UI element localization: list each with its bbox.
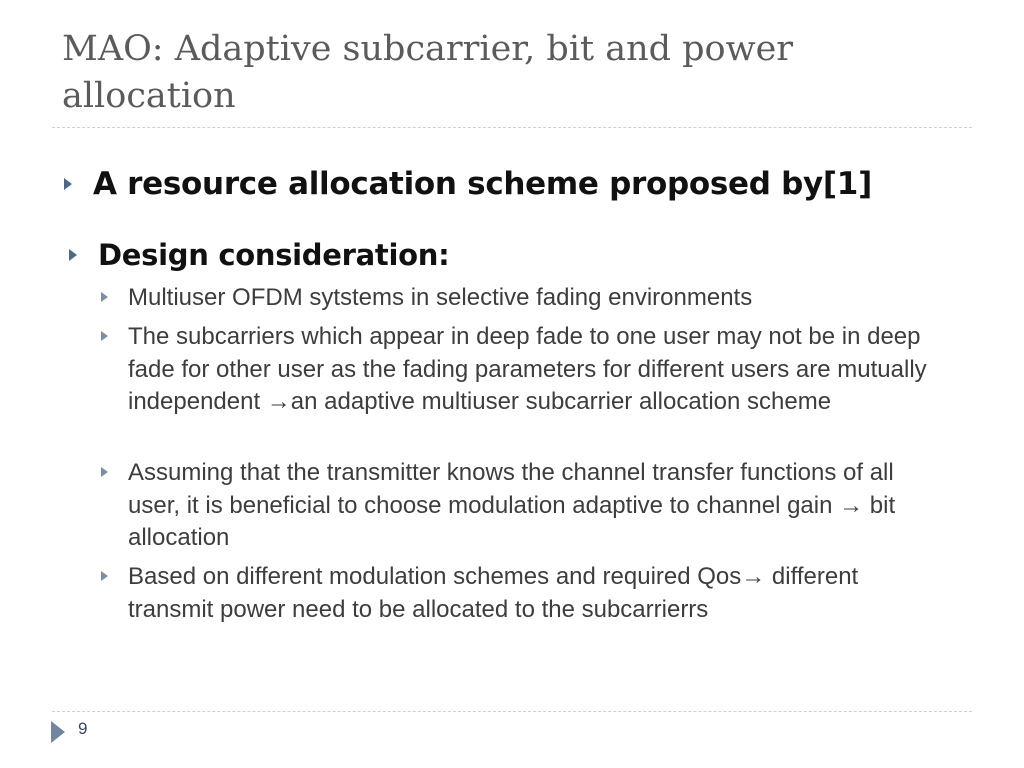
sub-bullet-arrow-icon — [101, 571, 108, 581]
title-divider — [52, 127, 972, 128]
sub-bullet-arrow-icon — [101, 467, 108, 477]
footer-arrow-icon — [51, 721, 65, 743]
sub-bullet-bit-allocation: Assuming that the transmitter knows the channel transfer functions of all user, it is beneficial to choose modulation adaptive to channel gain → bit allocation — [128, 459, 896, 551]
bullet-resource-allocation: A resource allocation scheme proposed by[1] — [93, 166, 872, 202]
sub-bullet-arrow-icon — [101, 292, 108, 302]
sub-bullet-multiuser-ofdm: Multiuser OFDM sytstems in selective fading environments — [128, 284, 753, 311]
bullet-arrow-icon — [64, 178, 72, 190]
bullet-arrow-icon — [69, 249, 77, 261]
page-number: 9 — [78, 719, 88, 738]
bullet-design-consideration: Design consideration: — [98, 238, 450, 272]
sub-bullet-deep-fade: The subcarriers which appear in deep fade to one user may not be in deep fade for other user as the fading parameters for different users are mutually independent →an adaptive multiuser subcarrier allocation scheme — [128, 323, 927, 415]
footer-divider — [52, 711, 972, 712]
sub-bullet-power-allocation: Based on different modulation schemes and required Qos→ different transmit power need to be allocated to the subcarrierrs — [128, 563, 859, 623]
sub-bullet-arrow-icon — [101, 331, 108, 341]
slide-title: MAO: Adaptive subcarrier, bit and power allocation — [62, 29, 794, 116]
